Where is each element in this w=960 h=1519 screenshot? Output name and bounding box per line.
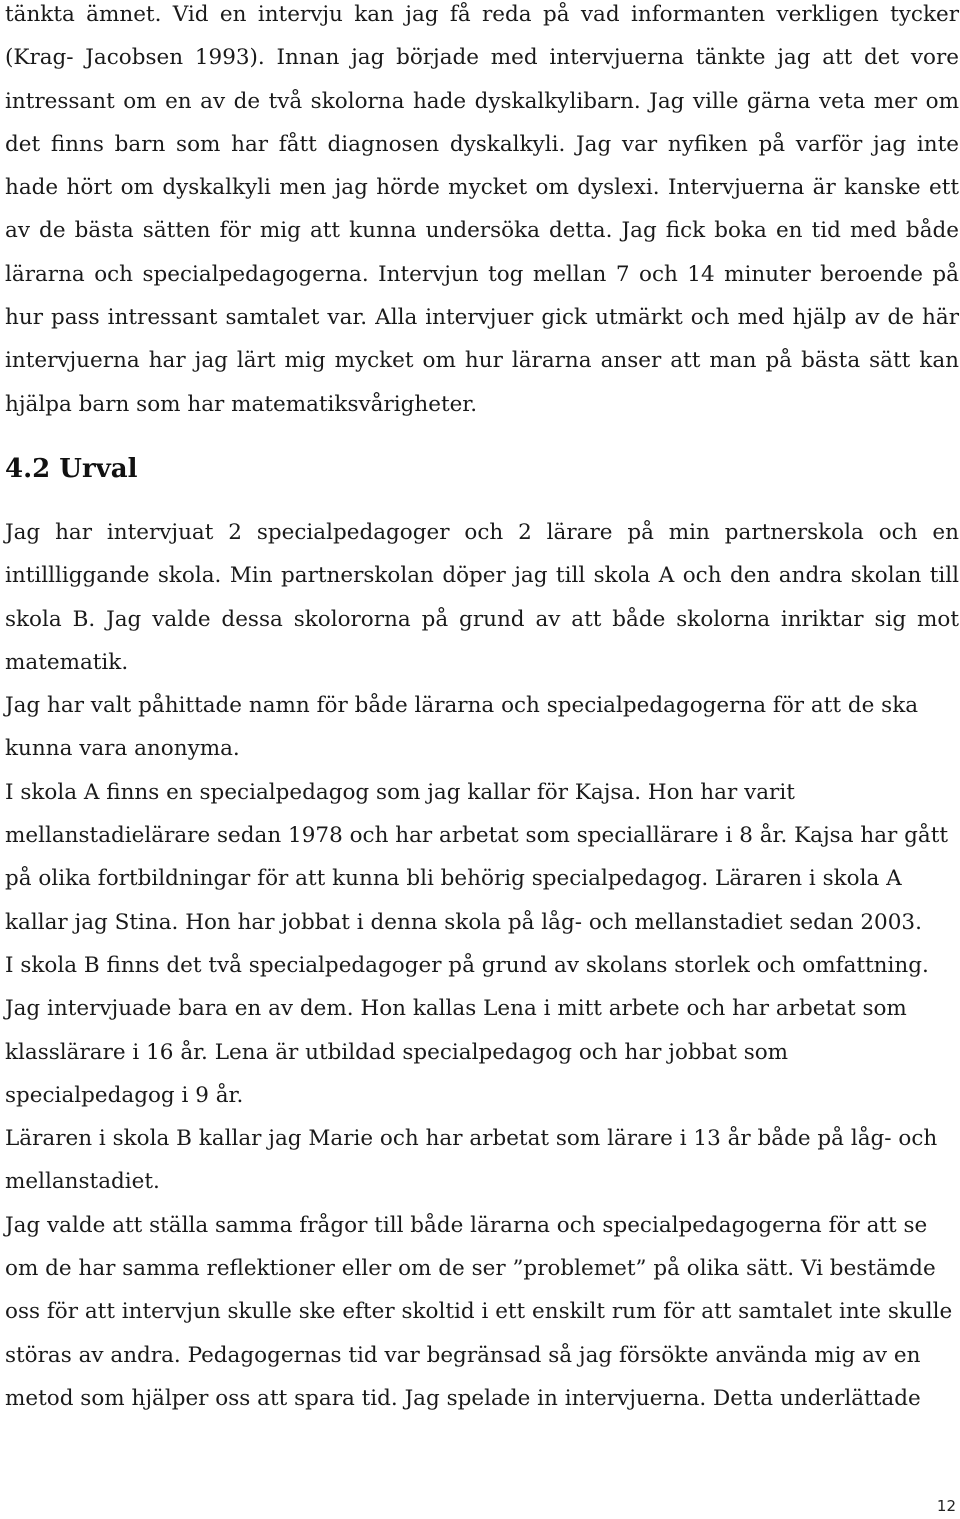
paragraph-anonymity: Jag har valt påhittade namn för både lärarna och specialpedagogerna för att de ska kunna vara anonyma. — [5, 693, 919, 762]
page-number: 12 — [936, 1497, 956, 1515]
paragraph-teacher-b: Läraren i skola B kallar jag Marie och har arbetat som lärare i 13 år både på låg- och mellanstadiet. — [5, 1126, 938, 1195]
paragraph-procedure: Jag valde att ställa samma frågor till både lärarna och specialpedagogerna för att se om de har samma reflektioner eller om de ser ”problemet” på olika sätt. Vi bestämde oss för att intervjun skulle ske efter skoltid i ett enskilt rum för att samtalet inte skulle störas av andra. Pedagogernas tid var begränsad så jag försökte använda mig av en metod som hjälper oss att spara tid. Jag spelade in intervjuerna. Detta underlättade — [5, 1212, 953, 1411]
section-heading: 4.2 Urval — [5, 453, 138, 484]
document-body — [5, 0, 959, 1420]
paragraph-school-a: I skola A finns en specialpedagog som jag kallar för Kajsa. Hon har varit mellanstadielärare sedan 1978 och har arbetat som speciallärare i 8 år. Kajsa har gått på olika fortbildningar för att kunna bli behörig specialpedagog. Läraren i skola A kallar jag Stina. Hon har jobbat i denna skola på låg- och mellanstadiet sedan 2003. — [5, 779, 948, 935]
paragraph-selection: Jag har intervjuat 2 specialpedagoger och 2 lärare på min partnerskola och en intillliggande skola. Min partnerskolan döper jag till skola A och den andra skolan till skola B. Jag valde dessa skolororna på grund av att både skolorna inriktar sig mot matematik. — [5, 519, 959, 675]
paragraph-method-interviews: tänkta ämnet. Vid en intervju kan jag få reda på vad informanten verkligen tycker (Krag- Jacobsen 1993). Innan jag började med intervjuerna tänkte jag att det vore intressant om en av de två skolorna hade dyskalkylibarn. Jag ville gärna veta mer om det finns barn som har fått diagnosen dyskalkyli. Jag var nyfiken på varför jag inte hade hört om dyskalkyli men jag hörde mycket om dyslexi. Intervjuerna är kanske ett av de bästa sätten för mig att kunna undersöka detta. Jag fick boka en tid med både lärarna och specialpedagogerna. Intervjun tog mellan 7 och 14 minuter beroende på hur pass intressant samtalet var. Alla intervjuer gick utmärkt och med hjälp av de här intervjuerna har jag lärt mig mycket om hur lärarna anser att man på bästa sätt kan hjälpa barn som har matematiksvårigheter. — [5, 2, 959, 417]
paragraph-school-b: I skola B finns det två specialpedagoger på grund av skolans storlek och omfattning. Jag intervjuade bara en av dem. Hon kallas Lena i mitt arbete och har arbetat som klasslärare i 16 år. Lena är utbildad specialpedagog och har jobbat som specialpedagog i 9 år. — [5, 952, 929, 1108]
